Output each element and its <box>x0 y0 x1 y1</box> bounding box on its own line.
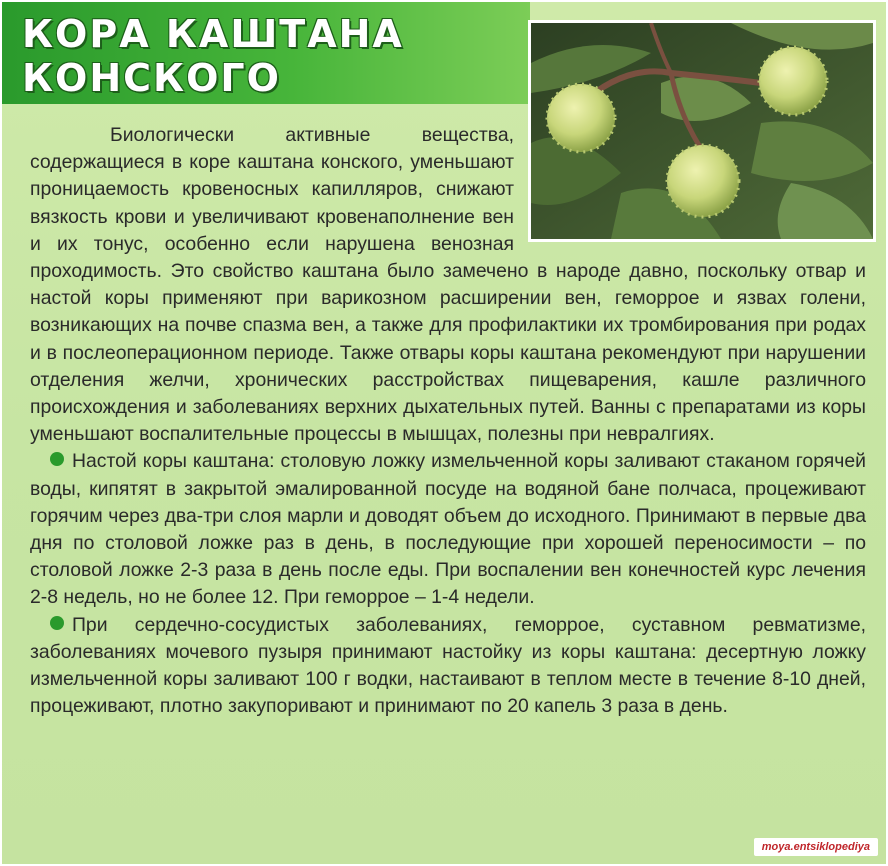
article-title <box>22 12 404 100</box>
intro-paragraph: Биологически активные вещества, содержащиеся в коре каштана конского, уменьшают проницаемость кровеносных капилляров, снижают вязкость крови и увеличивают кровенаполнение вен и их тонус, особенно если нарушена венозная проходимость. Это свойство каштана было замечено в народе давно, поскольку отвар и настой коры применяют при варикозном расширении вен, геморрое и язвах голени, возникающих на почве спазма вен, а также для профилактики их тромбирования при родах и в послеоперационном периоде. Также отвары коры каштана рекомендуют при нарушении отделения желчи, хронических расстройствах пищеварения, кашле различного происхождения и заболеваниях верхних дыхательных путей. Ванны с препаратами из коры уменьшают воспалительные процессы в мышцах, полезны при невралгиях. <box>30 124 866 446</box>
article-page <box>2 2 886 864</box>
title-line-1: КОРА КАШТАНА <box>22 12 404 56</box>
bullet-text-2: При сердечно-сосудистых заболеваниях, геморрое, суставном ревматизме, заболеваниях мочевого пузыря принимают настойку из коры каштана: десертную ложку измельченной коры заливают 100 г водки, настаивают в теплом месте в течение 8-10 дней, процеживают, плотно закупоривают и принимают по 20 капель 3 раза в день. <box>30 613 866 718</box>
title-banner <box>2 2 530 104</box>
bullet-paragraph-2 <box>30 612 866 721</box>
bullet-icon <box>50 616 64 630</box>
bullet-icon <box>50 452 64 466</box>
photo-spacer <box>514 122 866 244</box>
title-line-2: КОНСКОГО <box>22 56 281 100</box>
watermark: moya.entsiklopediya <box>754 838 878 856</box>
bullet-paragraph-1 <box>30 448 866 611</box>
chestnut-fruit-2 <box>759 47 827 115</box>
bullet-text-1: Настой коры каштана: столовую ложку измельченной коры заливают стаканом горячей воды, кипятят в закрытой эмалированной посуде на водяной бане полчаса, процеживают горячим через два-три слоя марли и доводят объем до исходного. Принимают в первые два дня по столовой ложке раз в день, в последующие при хорошей переносимости – по столовой ложке 2-3 раза в день после еды. При воспалении вен конечностей курс лечения 2-8 недель, но не более 12. При геморрое – 1-4 недели. <box>30 450 866 609</box>
article-body <box>30 122 866 720</box>
